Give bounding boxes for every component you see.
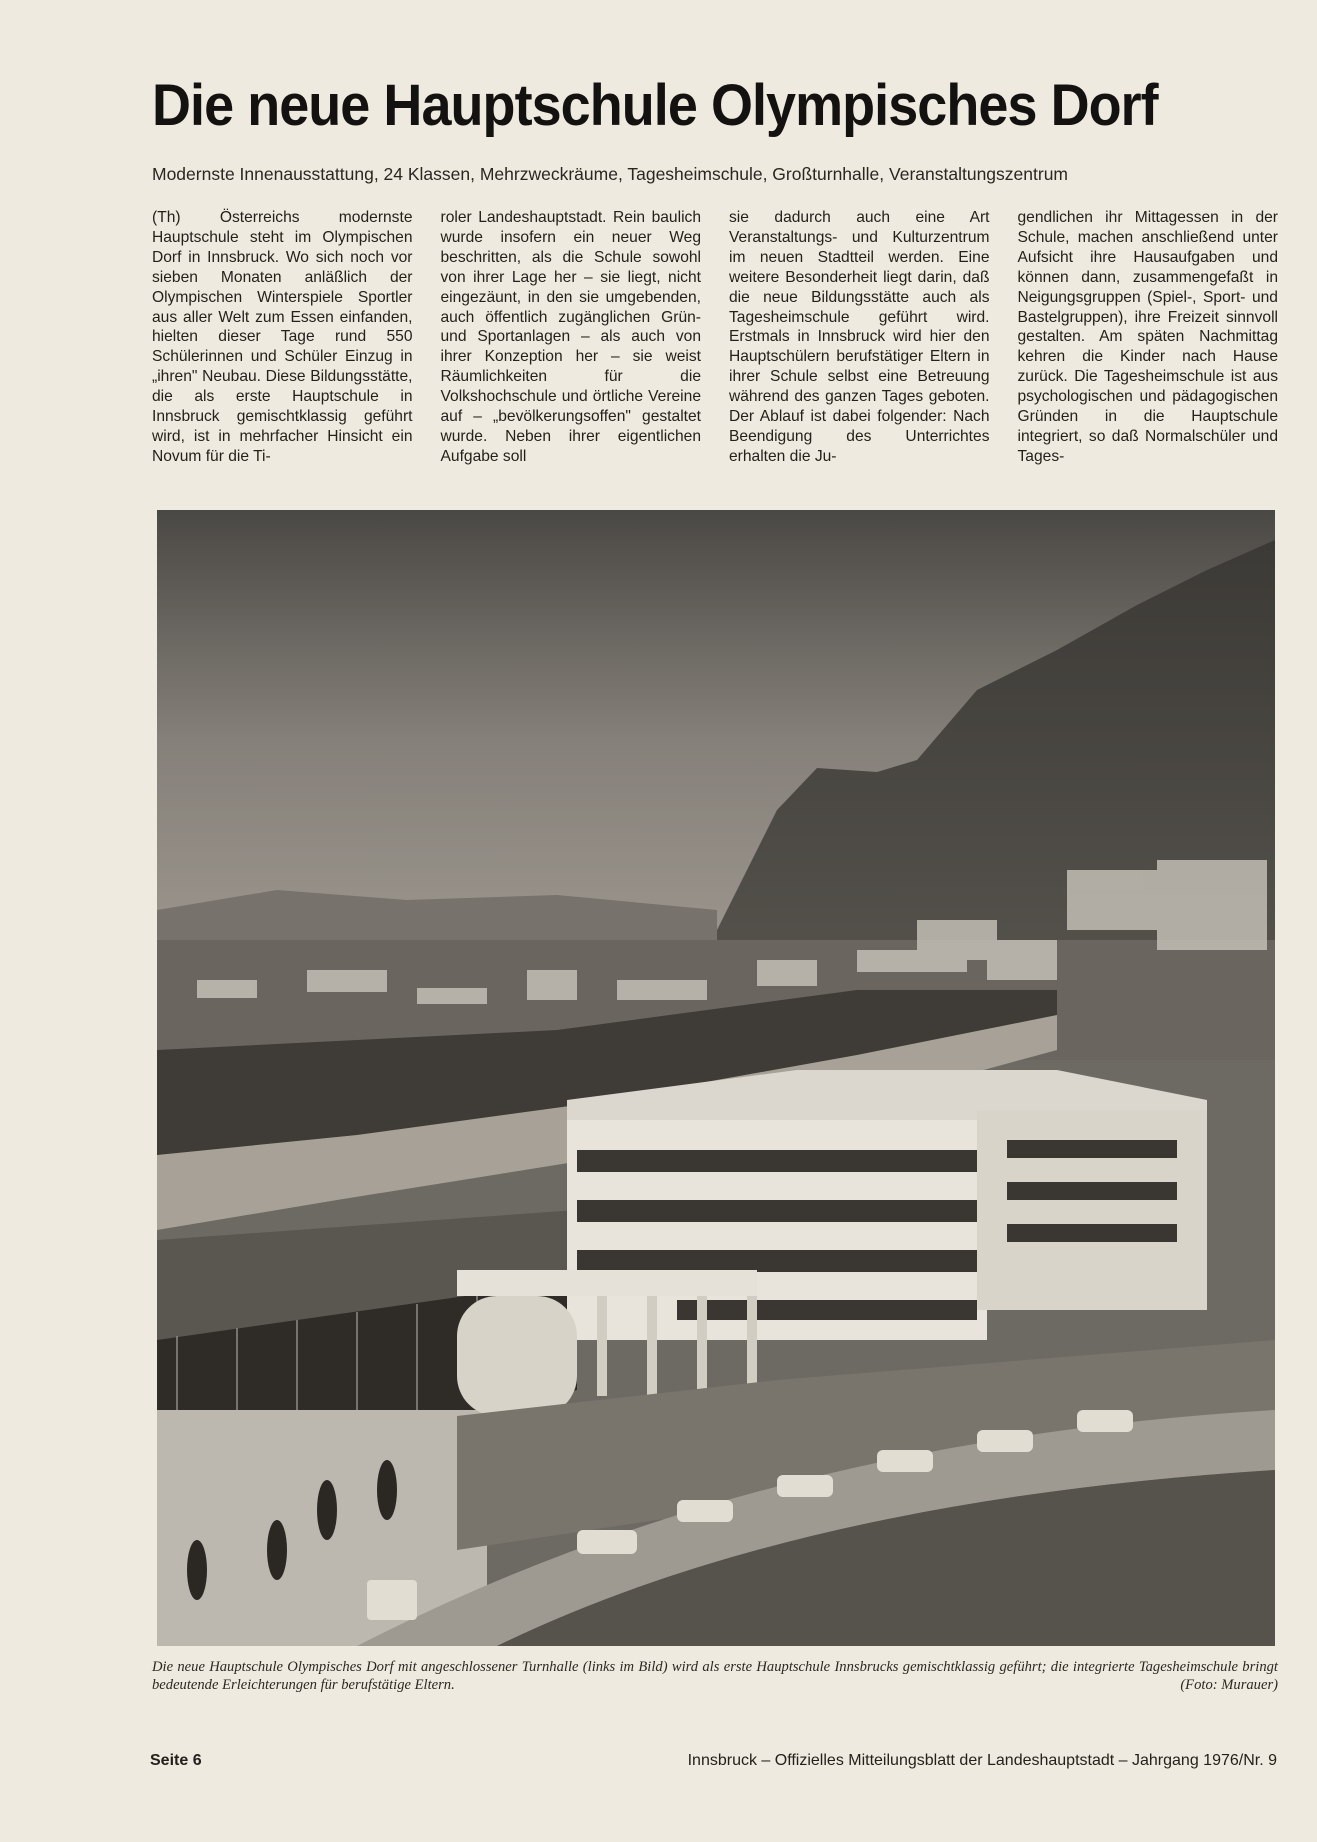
photo-illustration <box>157 510 1275 1646</box>
article-column <box>1018 208 1279 488</box>
page-title: Die neue Hauptschule Olympisches Dorf <box>152 73 1158 138</box>
wing-windows <box>1007 1140 1177 1242</box>
caption-text: Die neue Hauptschule Olympisches Dorf mit angeschlossener Turnhalle (links im Bild) wird als erste Hauptschule Innsbrucks gemischtklassig geführt; die integrierte Tagesheimschule bringt bedeutende Erleichterungen für berufstätige Eltern. <box>152 1659 1278 1693</box>
photo-credit: (Foto: Murauer) <box>1180 1677 1278 1693</box>
column-text: (Th) Österreichs modernste Hauptschule steht im Olympischen Dorf in Innsbruck. Wo sich noch vor sieben Monaten anläßlich der Olympischen Winterspiele Sportler aus aller Welt zum Essen einfanden, hielten dieser Tage rund 550 Schülerinnen und Schüler Einzug in „ihren" Neubau. Diese Bildungsstätte, die als erste Hauptschule in Innsbruck gemischtklassig geführt wird, ist in mehrfacher Hinsicht ein Novum für die Ti- <box>152 209 413 465</box>
photo-caption <box>152 1658 1278 1694</box>
article-column <box>729 208 990 488</box>
article-body <box>152 208 1278 488</box>
page-number: Seite 6 <box>150 1752 202 1769</box>
article-column <box>152 208 413 488</box>
column-text: roler Landeshauptstadt. Rein baulich wurde insofern ein neuer Weg beschritten, als die Schule sowohl von ihrer Lage her – sie liegt, nicht eingezäunt, in den sie umgebenden, auch öffentlich zugänglichen Grün- und Sportanlagen – als auch von ihrer Konzeption her – sie weist Räumlichkeiten für die Volkshochschule und örtliche Vereine auf – „bevölkerungsoffen" gestaltet wurde. Neben ihrer eigentlichen Aufgabe soll <box>440 209 701 465</box>
subheadline: Modernste Innenausstattung, 24 Klassen, Mehrzweckräume, Tagesheimschule, Großturnhalle, Veranstaltungszentrum <box>152 164 1068 184</box>
column-text: sie dadurch auch eine Art Veranstaltungs- und Kulturzentrum im neuen Stadtteil werden. Eine weitere Besonderheit liegt darin, daß die neue Bildungsstätte auch als Tagesheimschule geführt wird. Erstmals in Innsbruck wird hier den Hauptschülern berufstätiger Eltern in ihrer Schule selbst eine Betreuung während des ganzen Tages geboten. Der Ablauf ist dabei folgender: Nach Beendigung des Unterrichtes erhalten die Ju- <box>729 209 990 465</box>
colonnade-roof <box>457 1270 757 1296</box>
article-column <box>441 208 702 488</box>
publication-line: Innsbruck – Offizielles Mitteilungsblatt der Landeshauptstadt – Jahrgang 1976/Nr. 9 <box>687 1752 1277 1769</box>
rotunda <box>457 1296 577 1416</box>
school-photo <box>157 510 1275 1646</box>
column-text: gendlichen ihr Mittagessen in der Schule, machen anschließend unter Aufsicht ihre Hausaufgaben und können dann, zusammengefaßt in Neigungsgruppen (Spiel-, Sport- und Bastelgruppen), ihre Freizeit sinnvoll gestalten. Am späten Nachmittag kehren die Kinder nach Hause zurück. Die Tagesheimschule ist aus psychologischen und pädagogischen Gründen in die Hauptschule integriert, so daß Normalschüler und Tages- <box>1017 209 1278 465</box>
